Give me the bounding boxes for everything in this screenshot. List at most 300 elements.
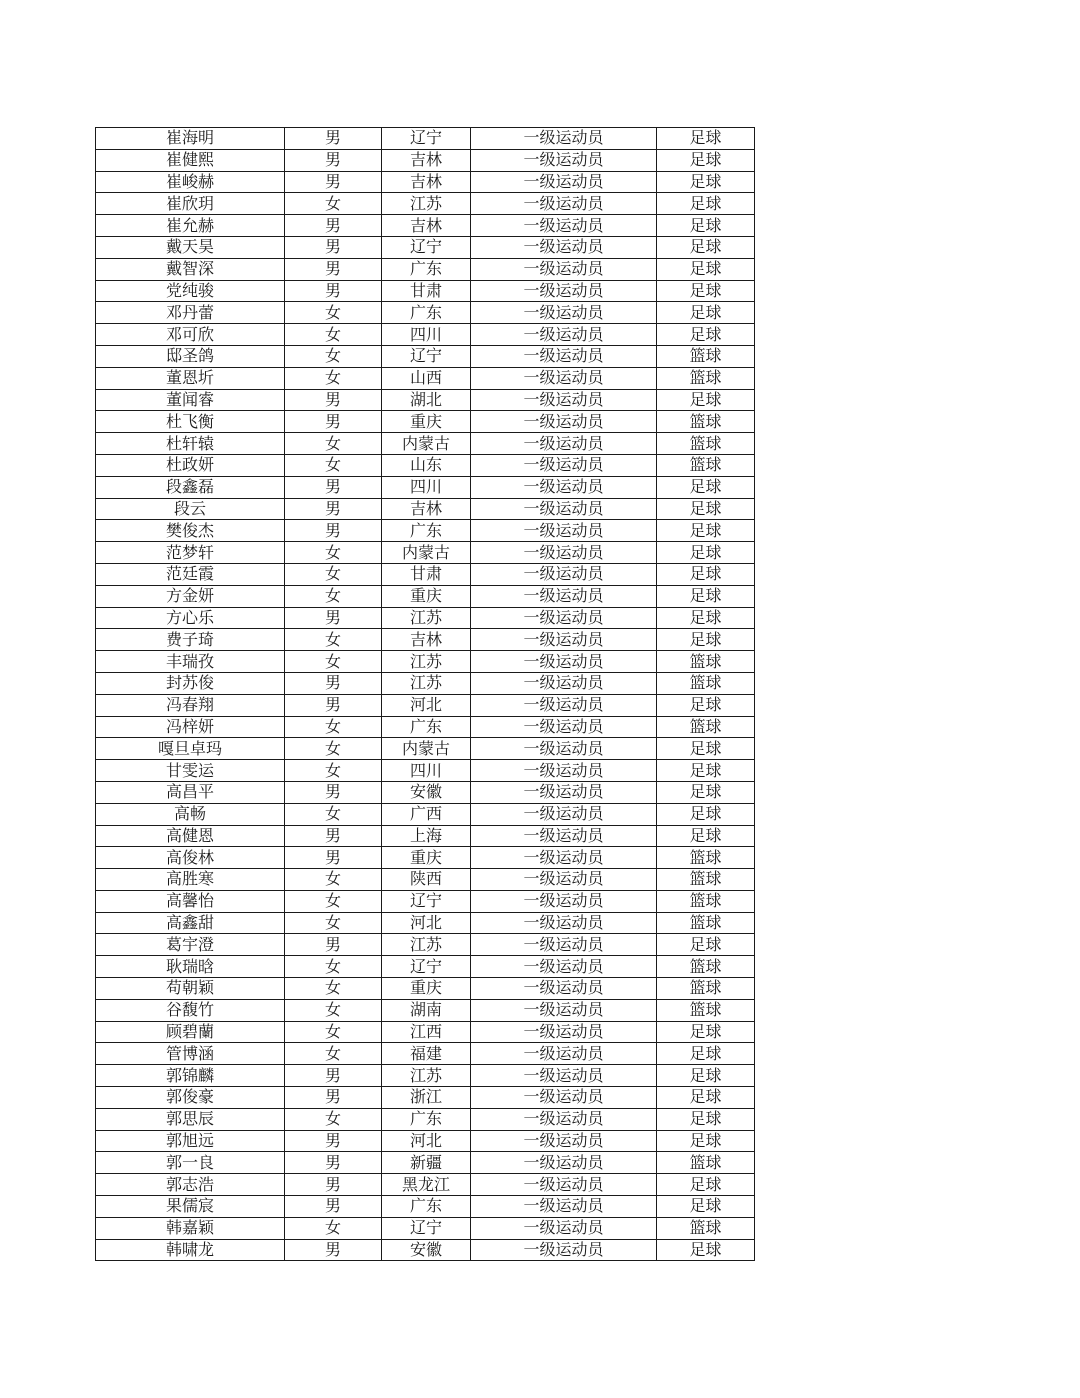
province-cell: 江苏 — [382, 672, 471, 694]
gender-cell: 男 — [285, 694, 382, 716]
table-row — [96, 520, 755, 542]
level-cell: 一级运动员 — [471, 367, 657, 389]
sport-cell: 足球 — [657, 324, 755, 346]
name-cell: 范梦轩 — [96, 542, 285, 564]
province-cell: 江苏 — [382, 651, 471, 673]
province-cell: 山西 — [382, 367, 471, 389]
table-row — [96, 280, 755, 302]
gender-cell: 女 — [285, 1021, 382, 1043]
province-cell: 重庆 — [382, 847, 471, 869]
name-cell: 杜政妍 — [96, 454, 285, 476]
sport-cell: 足球 — [657, 1065, 755, 1087]
table-row — [96, 302, 755, 324]
sport-cell: 足球 — [657, 520, 755, 542]
name-cell: 果儒宸 — [96, 1196, 285, 1218]
province-cell: 江苏 — [382, 1065, 471, 1087]
level-cell: 一级运动员 — [471, 171, 657, 193]
gender-cell: 男 — [285, 149, 382, 171]
table-row — [96, 1021, 755, 1043]
level-cell: 一级运动员 — [471, 1087, 657, 1109]
table-row — [96, 1239, 755, 1261]
level-cell: 一级运动员 — [471, 345, 657, 367]
sport-cell: 足球 — [657, 585, 755, 607]
table-row — [96, 694, 755, 716]
gender-cell: 女 — [285, 542, 382, 564]
name-cell: 费子琦 — [96, 629, 285, 651]
gender-cell: 女 — [285, 869, 382, 891]
table-row — [96, 433, 755, 455]
province-cell: 安徽 — [382, 781, 471, 803]
name-cell: 韩嘉颖 — [96, 1217, 285, 1239]
name-cell: 高畅 — [96, 803, 285, 825]
name-cell: 管博涵 — [96, 1043, 285, 1065]
name-cell: 崔允赫 — [96, 215, 285, 237]
province-cell: 湖南 — [382, 999, 471, 1021]
name-cell: 戴智深 — [96, 258, 285, 280]
name-cell: 韩啸龙 — [96, 1239, 285, 1261]
sport-cell: 篮球 — [657, 345, 755, 367]
sport-cell: 足球 — [657, 803, 755, 825]
sport-cell: 足球 — [657, 171, 755, 193]
level-cell: 一级运动员 — [471, 280, 657, 302]
level-cell: 一级运动员 — [471, 629, 657, 651]
level-cell: 一级运动员 — [471, 1043, 657, 1065]
level-cell: 一级运动员 — [471, 651, 657, 673]
gender-cell: 女 — [285, 803, 382, 825]
sport-cell: 篮球 — [657, 716, 755, 738]
name-cell: 段云 — [96, 498, 285, 520]
province-cell: 黑龙江 — [382, 1174, 471, 1196]
level-cell: 一级运动员 — [471, 1065, 657, 1087]
name-cell: 丰瑞孜 — [96, 651, 285, 673]
province-cell: 广东 — [382, 1108, 471, 1130]
name-cell: 郭志浩 — [96, 1174, 285, 1196]
table-row — [96, 1196, 755, 1218]
province-cell: 福建 — [382, 1043, 471, 1065]
gender-cell: 男 — [285, 607, 382, 629]
province-cell: 广东 — [382, 258, 471, 280]
table-row — [96, 999, 755, 1021]
gender-cell: 男 — [285, 215, 382, 237]
name-cell: 高馨怡 — [96, 890, 285, 912]
sport-cell: 足球 — [657, 1196, 755, 1218]
province-cell: 辽宁 — [382, 890, 471, 912]
sport-cell: 篮球 — [657, 978, 755, 1000]
gender-cell: 男 — [285, 128, 382, 150]
table-row — [96, 607, 755, 629]
level-cell: 一级运动员 — [471, 215, 657, 237]
sport-cell: 足球 — [657, 149, 755, 171]
name-cell: 谷馥竹 — [96, 999, 285, 1021]
province-cell: 吉林 — [382, 171, 471, 193]
name-cell: 冯梓妍 — [96, 716, 285, 738]
sport-cell: 篮球 — [657, 1152, 755, 1174]
gender-cell: 男 — [285, 389, 382, 411]
province-cell: 甘肃 — [382, 280, 471, 302]
level-cell: 一级运动员 — [471, 324, 657, 346]
gender-cell: 男 — [285, 1130, 382, 1152]
table-row — [96, 760, 755, 782]
sport-cell: 足球 — [657, 738, 755, 760]
level-cell: 一级运动员 — [471, 1152, 657, 1174]
province-cell: 内蒙古 — [382, 433, 471, 455]
name-cell: 董闻睿 — [96, 389, 285, 411]
table-row — [96, 847, 755, 869]
name-cell: 郭锦麟 — [96, 1065, 285, 1087]
sport-cell: 篮球 — [657, 847, 755, 869]
sport-cell: 篮球 — [657, 367, 755, 389]
province-cell: 江苏 — [382, 934, 471, 956]
level-cell: 一级运动员 — [471, 585, 657, 607]
name-cell: 甘雯运 — [96, 760, 285, 782]
gender-cell: 男 — [285, 520, 382, 542]
table-row — [96, 1043, 755, 1065]
gender-cell: 男 — [285, 847, 382, 869]
name-cell: 高昌平 — [96, 781, 285, 803]
name-cell: 封苏俊 — [96, 672, 285, 694]
province-cell: 重庆 — [382, 978, 471, 1000]
name-cell: 高俊林 — [96, 847, 285, 869]
table-row — [96, 171, 755, 193]
level-cell: 一级运动员 — [471, 302, 657, 324]
table-row — [96, 498, 755, 520]
province-cell: 河北 — [382, 912, 471, 934]
gender-cell: 女 — [285, 585, 382, 607]
sport-cell: 足球 — [657, 302, 755, 324]
province-cell: 陕西 — [382, 869, 471, 891]
province-cell: 湖北 — [382, 389, 471, 411]
province-cell: 辽宁 — [382, 128, 471, 150]
province-cell: 内蒙古 — [382, 738, 471, 760]
table-row — [96, 651, 755, 673]
province-cell: 四川 — [382, 760, 471, 782]
table-row — [96, 149, 755, 171]
name-cell: 崔峻赫 — [96, 171, 285, 193]
table-row — [96, 236, 755, 258]
table-row — [96, 411, 755, 433]
table-row — [96, 542, 755, 564]
table-row — [96, 803, 755, 825]
table-row — [96, 869, 755, 891]
sport-cell: 足球 — [657, 760, 755, 782]
table-row — [96, 476, 755, 498]
province-cell: 山东 — [382, 454, 471, 476]
sport-cell: 足球 — [657, 215, 755, 237]
name-cell: 崔健熙 — [96, 149, 285, 171]
gender-cell: 女 — [285, 1217, 382, 1239]
province-cell: 河北 — [382, 1130, 471, 1152]
level-cell: 一级运动员 — [471, 542, 657, 564]
name-cell: 顾碧蘭 — [96, 1021, 285, 1043]
table-row — [96, 128, 755, 150]
sport-cell: 足球 — [657, 1239, 755, 1261]
table-row — [96, 781, 755, 803]
athlete-roster-table — [95, 127, 755, 1261]
level-cell: 一级运动员 — [471, 869, 657, 891]
level-cell: 一级运动员 — [471, 803, 657, 825]
province-cell: 辽宁 — [382, 1217, 471, 1239]
sport-cell: 足球 — [657, 258, 755, 280]
gender-cell: 女 — [285, 738, 382, 760]
name-cell: 高鑫甜 — [96, 912, 285, 934]
sport-cell: 篮球 — [657, 651, 755, 673]
level-cell: 一级运动员 — [471, 1130, 657, 1152]
gender-cell: 女 — [285, 716, 382, 738]
gender-cell: 男 — [285, 258, 382, 280]
table-row — [96, 890, 755, 912]
gender-cell: 男 — [285, 672, 382, 694]
table-row — [96, 1065, 755, 1087]
name-cell: 苟朝颖 — [96, 978, 285, 1000]
gender-cell: 男 — [285, 1174, 382, 1196]
gender-cell: 女 — [285, 563, 382, 585]
level-cell: 一级运动员 — [471, 563, 657, 585]
gender-cell: 女 — [285, 978, 382, 1000]
province-cell: 吉林 — [382, 149, 471, 171]
name-cell: 戴天昊 — [96, 236, 285, 258]
level-cell: 一级运动员 — [471, 738, 657, 760]
name-cell: 董恩圻 — [96, 367, 285, 389]
sport-cell: 足球 — [657, 1087, 755, 1109]
gender-cell: 女 — [285, 912, 382, 934]
province-cell: 甘肃 — [382, 563, 471, 585]
level-cell: 一级运动员 — [471, 1108, 657, 1130]
gender-cell: 男 — [285, 1065, 382, 1087]
sport-cell: 篮球 — [657, 411, 755, 433]
sport-cell: 篮球 — [657, 672, 755, 694]
table-row — [96, 825, 755, 847]
province-cell: 四川 — [382, 324, 471, 346]
name-cell: 葛宇澄 — [96, 934, 285, 956]
table-row — [96, 672, 755, 694]
gender-cell: 男 — [285, 1239, 382, 1261]
sport-cell: 足球 — [657, 1174, 755, 1196]
sport-cell: 足球 — [657, 563, 755, 585]
province-cell: 河北 — [382, 694, 471, 716]
level-cell: 一级运动员 — [471, 1217, 657, 1239]
table-row — [96, 389, 755, 411]
gender-cell: 男 — [285, 781, 382, 803]
gender-cell: 男 — [285, 280, 382, 302]
level-cell: 一级运动员 — [471, 890, 657, 912]
gender-cell: 女 — [285, 890, 382, 912]
sport-cell: 足球 — [657, 498, 755, 520]
gender-cell: 女 — [285, 760, 382, 782]
gender-cell: 女 — [285, 629, 382, 651]
table-row — [96, 738, 755, 760]
gender-cell: 男 — [285, 934, 382, 956]
province-cell: 广东 — [382, 1196, 471, 1218]
gender-cell: 男 — [285, 1087, 382, 1109]
name-cell: 段鑫磊 — [96, 476, 285, 498]
level-cell: 一级运动员 — [471, 236, 657, 258]
sport-cell: 足球 — [657, 629, 755, 651]
gender-cell: 男 — [285, 1196, 382, 1218]
level-cell: 一级运动员 — [471, 498, 657, 520]
sport-cell: 足球 — [657, 1108, 755, 1130]
level-cell: 一级运动员 — [471, 760, 657, 782]
level-cell: 一级运动员 — [471, 476, 657, 498]
name-cell: 嘎旦卓玛 — [96, 738, 285, 760]
level-cell: 一级运动员 — [471, 1021, 657, 1043]
gender-cell: 男 — [285, 476, 382, 498]
sport-cell: 足球 — [657, 128, 755, 150]
name-cell: 邓丹蕾 — [96, 302, 285, 324]
level-cell: 一级运动员 — [471, 149, 657, 171]
table-row — [96, 1108, 755, 1130]
level-cell: 一级运动员 — [471, 433, 657, 455]
level-cell: 一级运动员 — [471, 1174, 657, 1196]
name-cell: 郭一良 — [96, 1152, 285, 1174]
table-row — [96, 912, 755, 934]
table-row — [96, 563, 755, 585]
table-row — [96, 215, 755, 237]
province-cell: 江苏 — [382, 193, 471, 215]
province-cell: 四川 — [382, 476, 471, 498]
sport-cell: 足球 — [657, 934, 755, 956]
level-cell: 一级运动员 — [471, 999, 657, 1021]
name-cell: 范廷霞 — [96, 563, 285, 585]
level-cell: 一级运动员 — [471, 912, 657, 934]
gender-cell: 男 — [285, 825, 382, 847]
gender-cell: 男 — [285, 1152, 382, 1174]
gender-cell: 女 — [285, 345, 382, 367]
name-cell: 冯春翔 — [96, 694, 285, 716]
sport-cell: 足球 — [657, 236, 755, 258]
gender-cell: 男 — [285, 498, 382, 520]
level-cell: 一级运动员 — [471, 716, 657, 738]
province-cell: 吉林 — [382, 215, 471, 237]
table-row — [96, 1217, 755, 1239]
province-cell: 内蒙古 — [382, 542, 471, 564]
sport-cell: 足球 — [657, 781, 755, 803]
table-row — [96, 324, 755, 346]
name-cell: 樊俊杰 — [96, 520, 285, 542]
province-cell: 新疆 — [382, 1152, 471, 1174]
name-cell: 崔海明 — [96, 128, 285, 150]
table-row — [96, 1174, 755, 1196]
sport-cell: 足球 — [657, 476, 755, 498]
province-cell: 吉林 — [382, 498, 471, 520]
province-cell: 辽宁 — [382, 236, 471, 258]
level-cell: 一级运动员 — [471, 825, 657, 847]
table-row — [96, 367, 755, 389]
province-cell: 广东 — [382, 302, 471, 324]
level-cell: 一级运动员 — [471, 258, 657, 280]
name-cell: 方心乐 — [96, 607, 285, 629]
gender-cell: 女 — [285, 367, 382, 389]
name-cell: 耿瑞晗 — [96, 956, 285, 978]
gender-cell: 女 — [285, 1108, 382, 1130]
sport-cell: 足球 — [657, 1043, 755, 1065]
province-cell: 重庆 — [382, 585, 471, 607]
table-row — [96, 585, 755, 607]
name-cell: 郭思辰 — [96, 1108, 285, 1130]
table-row — [96, 345, 755, 367]
sport-cell: 篮球 — [657, 956, 755, 978]
province-cell: 上海 — [382, 825, 471, 847]
gender-cell: 女 — [285, 651, 382, 673]
province-cell: 江苏 — [382, 607, 471, 629]
sport-cell: 篮球 — [657, 890, 755, 912]
gender-cell: 男 — [285, 171, 382, 193]
level-cell: 一级运动员 — [471, 956, 657, 978]
table-row — [96, 454, 755, 476]
level-cell: 一级运动员 — [471, 672, 657, 694]
sport-cell: 篮球 — [657, 1217, 755, 1239]
gender-cell: 男 — [285, 236, 382, 258]
level-cell: 一级运动员 — [471, 607, 657, 629]
table-row — [96, 956, 755, 978]
name-cell: 高健恩 — [96, 825, 285, 847]
level-cell: 一级运动员 — [471, 411, 657, 433]
gender-cell: 女 — [285, 999, 382, 1021]
level-cell: 一级运动员 — [471, 193, 657, 215]
sport-cell: 篮球 — [657, 433, 755, 455]
table-row — [96, 629, 755, 651]
sport-cell: 足球 — [657, 193, 755, 215]
name-cell: 郭俊豪 — [96, 1087, 285, 1109]
gender-cell: 女 — [285, 302, 382, 324]
sport-cell: 足球 — [657, 389, 755, 411]
table-row — [96, 716, 755, 738]
sport-cell: 篮球 — [657, 454, 755, 476]
name-cell: 邸圣鸽 — [96, 345, 285, 367]
level-cell: 一级运动员 — [471, 520, 657, 542]
level-cell: 一级运动员 — [471, 781, 657, 803]
gender-cell: 女 — [285, 433, 382, 455]
gender-cell: 女 — [285, 956, 382, 978]
level-cell: 一级运动员 — [471, 847, 657, 869]
name-cell: 方金妍 — [96, 585, 285, 607]
sport-cell: 足球 — [657, 1021, 755, 1043]
athlete-roster-body — [96, 128, 755, 1261]
province-cell: 安徽 — [382, 1239, 471, 1261]
level-cell: 一级运动员 — [471, 694, 657, 716]
gender-cell: 女 — [285, 1043, 382, 1065]
province-cell: 广东 — [382, 716, 471, 738]
gender-cell: 男 — [285, 411, 382, 433]
table-row — [96, 1152, 755, 1174]
sport-cell: 足球 — [657, 280, 755, 302]
gender-cell: 女 — [285, 454, 382, 476]
name-cell: 杜轩辕 — [96, 433, 285, 455]
name-cell: 郭旭远 — [96, 1130, 285, 1152]
sport-cell: 足球 — [657, 1130, 755, 1152]
table-row — [96, 193, 755, 215]
level-cell: 一级运动员 — [471, 978, 657, 1000]
gender-cell: 女 — [285, 324, 382, 346]
province-cell: 辽宁 — [382, 345, 471, 367]
level-cell: 一级运动员 — [471, 128, 657, 150]
table-row — [96, 1130, 755, 1152]
table-row — [96, 978, 755, 1000]
name-cell: 高胜寒 — [96, 869, 285, 891]
province-cell: 重庆 — [382, 411, 471, 433]
table-row — [96, 934, 755, 956]
province-cell: 辽宁 — [382, 956, 471, 978]
table-row — [96, 258, 755, 280]
province-cell: 广西 — [382, 803, 471, 825]
sport-cell: 篮球 — [657, 912, 755, 934]
level-cell: 一级运动员 — [471, 1239, 657, 1261]
level-cell: 一级运动员 — [471, 1196, 657, 1218]
name-cell: 崔欣玥 — [96, 193, 285, 215]
level-cell: 一级运动员 — [471, 934, 657, 956]
province-cell: 吉林 — [382, 629, 471, 651]
sport-cell: 篮球 — [657, 999, 755, 1021]
table-row — [96, 1087, 755, 1109]
